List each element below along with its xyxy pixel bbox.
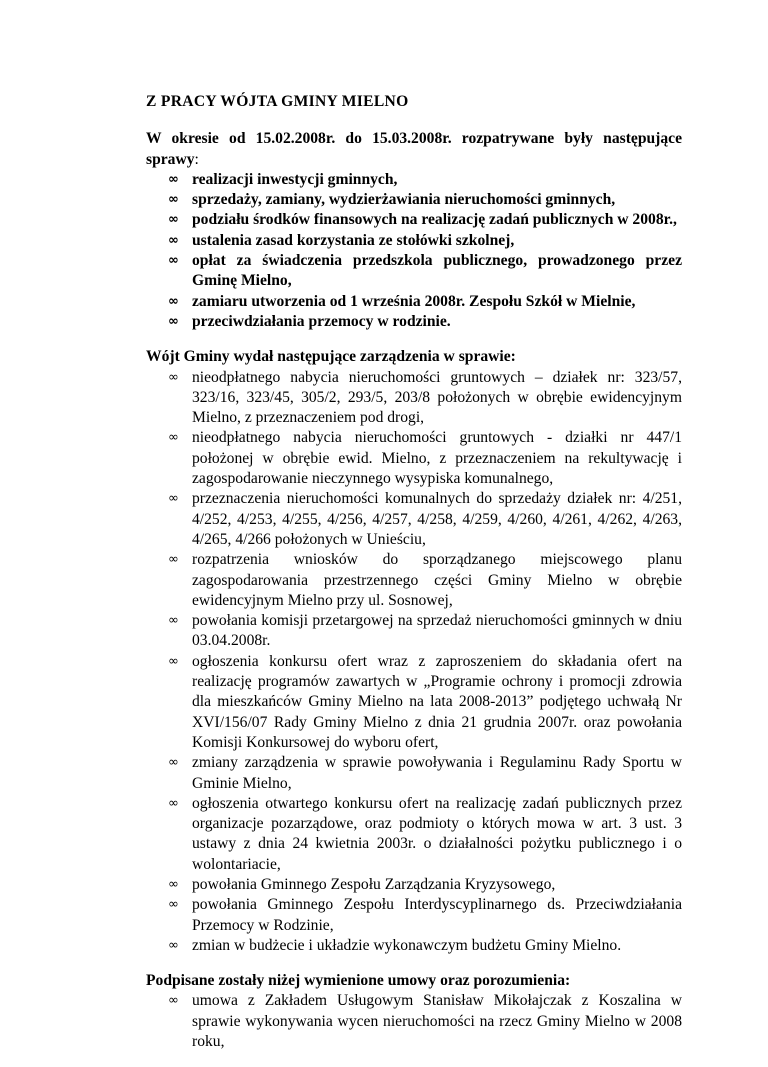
infinity-bullet-icon: ∞ xyxy=(168,993,179,1009)
infinity-bullet-icon: ∞ xyxy=(168,795,179,811)
list-item-text: opłat za świadczenia przedszkola publicznego, prowadzonego przez Gminę Mielno, xyxy=(192,252,682,290)
list-item-text: nieodpłatnego nabycia nieruchomości gruntowych – działek nr: 323/57, 323/16, 323/45, 305/2, 293/5, 203/8 położonych w obrębie ewidencyjnym Mielno, z przeznaczeniem pod drogi, xyxy=(192,368,682,427)
list-item xyxy=(146,753,682,794)
list-item xyxy=(146,991,682,1052)
list-item xyxy=(146,895,682,936)
list-item-text: zmian w budżecie i układzie wykonawczym budżetu Gminy Mielno. xyxy=(192,936,622,954)
list-item-text: sprzedaży, zamiany, wydzierżawiania nieruchomości gminnych, xyxy=(192,191,616,209)
list-item xyxy=(146,489,682,550)
list-item-text: umowa z Zakładem Usługowym Stanisław Mikołajczak z Koszalina w sprawie wykonywania wycen nieruchomości na rzecz Gminy Mielno w 2008 roku, xyxy=(192,992,682,1051)
list-item-text: powołania komisji przetargowej na sprzedaż nieruchomości gminnych w dniu 03.04.2008r. xyxy=(192,612,682,650)
agreements-heading: Podpisane zostały niżej wymienione umowy oraz porozumienia: xyxy=(146,972,571,990)
orders-section xyxy=(146,347,682,956)
list-item-text: zmiany zarządzenia w sprawie powoływania i Regulaminu Rady Sportu w Gminie Mielno, xyxy=(192,754,682,792)
infinity-bullet-icon: ∞ xyxy=(168,369,179,385)
agreements-section xyxy=(146,971,682,1052)
intro-text: W okresie od 15.02.2008r. do 15.03.2008r. rozpatrywane były następujące sprawy xyxy=(146,130,682,168)
infinity-bullet-icon: ∞ xyxy=(168,876,179,892)
list-item-text: nieodpłatnego nabycia nieruchomości gruntowych - działki nr 447/1 położonej w obrębie ewid. Mielno, z przeznaczeniem na rekultywację i zagospodarowanie nieczynnego wysypiska komunalnego, xyxy=(192,429,682,488)
infinity-bullet-icon: ∞ xyxy=(168,613,179,629)
list-item xyxy=(146,368,682,429)
infinity-bullet-icon: ∞ xyxy=(168,232,179,248)
list-item xyxy=(146,794,682,875)
list-item xyxy=(146,170,682,190)
list-item xyxy=(146,251,682,292)
list-item-text: ogłoszenia konkursu ofert wraz z zaproszeniem do składania ofert na realizację programów zawartych w „Programie ochrony i promocji zdrowia dla mieszkańców Gminy Mielno na lata 2008-2013” podjętego uchwałą Nr XVI/156/07 Rady Gminy Mielno z dnia 21 grudnia 2007r. oraz powołania Komisji Konkursowej do wyboru ofert, xyxy=(192,652,682,751)
list-item-text: ogłoszenia otwartego konkursu ofert na realizację zadań publicznych przez organizacje pozarządowe, oraz podmioty o których mowa w art. 3 ust. 3 ustawy z dnia 24 kwietnia 2003r. o działalności pożytku publicznego i o wolontariacie, xyxy=(192,794,682,873)
orders-heading: Wójt Gminy wydał następujące zarządzenia w sprawie: xyxy=(146,348,516,366)
infinity-bullet-icon: ∞ xyxy=(168,212,179,228)
list-item xyxy=(146,292,682,312)
infinity-bullet-icon: ∞ xyxy=(168,192,179,208)
intro-section xyxy=(146,129,682,332)
agreements-list xyxy=(146,991,682,1052)
document-page xyxy=(146,92,682,1067)
infinity-bullet-icon: ∞ xyxy=(168,253,179,269)
list-item xyxy=(146,231,682,251)
infinity-bullet-icon: ∞ xyxy=(168,171,179,187)
list-item xyxy=(146,936,682,956)
infinity-bullet-icon: ∞ xyxy=(168,552,179,568)
list-item xyxy=(146,190,682,210)
infinity-bullet-icon: ∞ xyxy=(168,937,179,953)
infinity-bullet-icon: ∞ xyxy=(168,491,179,507)
list-item-text: powołania Gminnego Zespołu Zarządzania Kryzysowego, xyxy=(192,875,556,893)
list-item-text: przeciwdziałania przemocy w rodzinie. xyxy=(192,312,451,330)
list-item xyxy=(146,550,682,611)
list-item-text: rozpatrzenia wniosków do sporządzanego miejscowego planu zagospodarowania przestrzennego części Gminy Mielno w obrębie ewidencyjnym Mielno przy ul. Sosnowej, xyxy=(192,551,682,609)
list-item-text: przeznaczenia nieruchomości komunalnych do sprzedaży działek nr: 4/251, 4/252, 4/253, 4/255, 4/256, 4/257, 4/258, 4/259, 4/260, 4/261, 4/262, 4/263, 4/265, 4/266 położonych w Unieściu, xyxy=(192,490,682,548)
list-item xyxy=(146,428,682,489)
list-item xyxy=(146,611,682,652)
list-item-text: powołania Gminnego Zespołu Interdyscyplinarnego ds. Przeciwdziałania Przemocy w Rodzinie, xyxy=(192,896,682,934)
infinity-bullet-icon: ∞ xyxy=(168,755,179,771)
list-item-text: realizacji inwestycji gminnych, xyxy=(192,170,398,188)
list-item-text: podziału środków finansowych na realizację zadań publicznych w 2008r., xyxy=(192,211,677,229)
intro-colon: : xyxy=(194,150,199,168)
infinity-bullet-icon: ∞ xyxy=(168,653,179,669)
list-item xyxy=(146,875,682,895)
infinity-bullet-icon: ∞ xyxy=(168,897,179,913)
infinity-bullet-icon: ∞ xyxy=(168,430,179,446)
list-item-text: zamiaru utworzenia od 1 września 2008r. Zespołu Szkół w Mielnie, xyxy=(192,292,636,310)
list-item xyxy=(146,210,682,230)
intro-list xyxy=(146,170,682,332)
list-item xyxy=(146,652,682,753)
infinity-bullet-icon: ∞ xyxy=(168,293,179,309)
infinity-bullet-icon: ∞ xyxy=(168,313,179,329)
intro-paragraph xyxy=(146,129,682,170)
document-title: Z PRACY WÓJTA GMINY MIELNO xyxy=(146,93,409,110)
list-item-text: ustalenia zasad korzystania ze stołówki szkolnej, xyxy=(192,231,515,249)
list-item xyxy=(146,312,682,332)
orders-list xyxy=(146,368,682,957)
